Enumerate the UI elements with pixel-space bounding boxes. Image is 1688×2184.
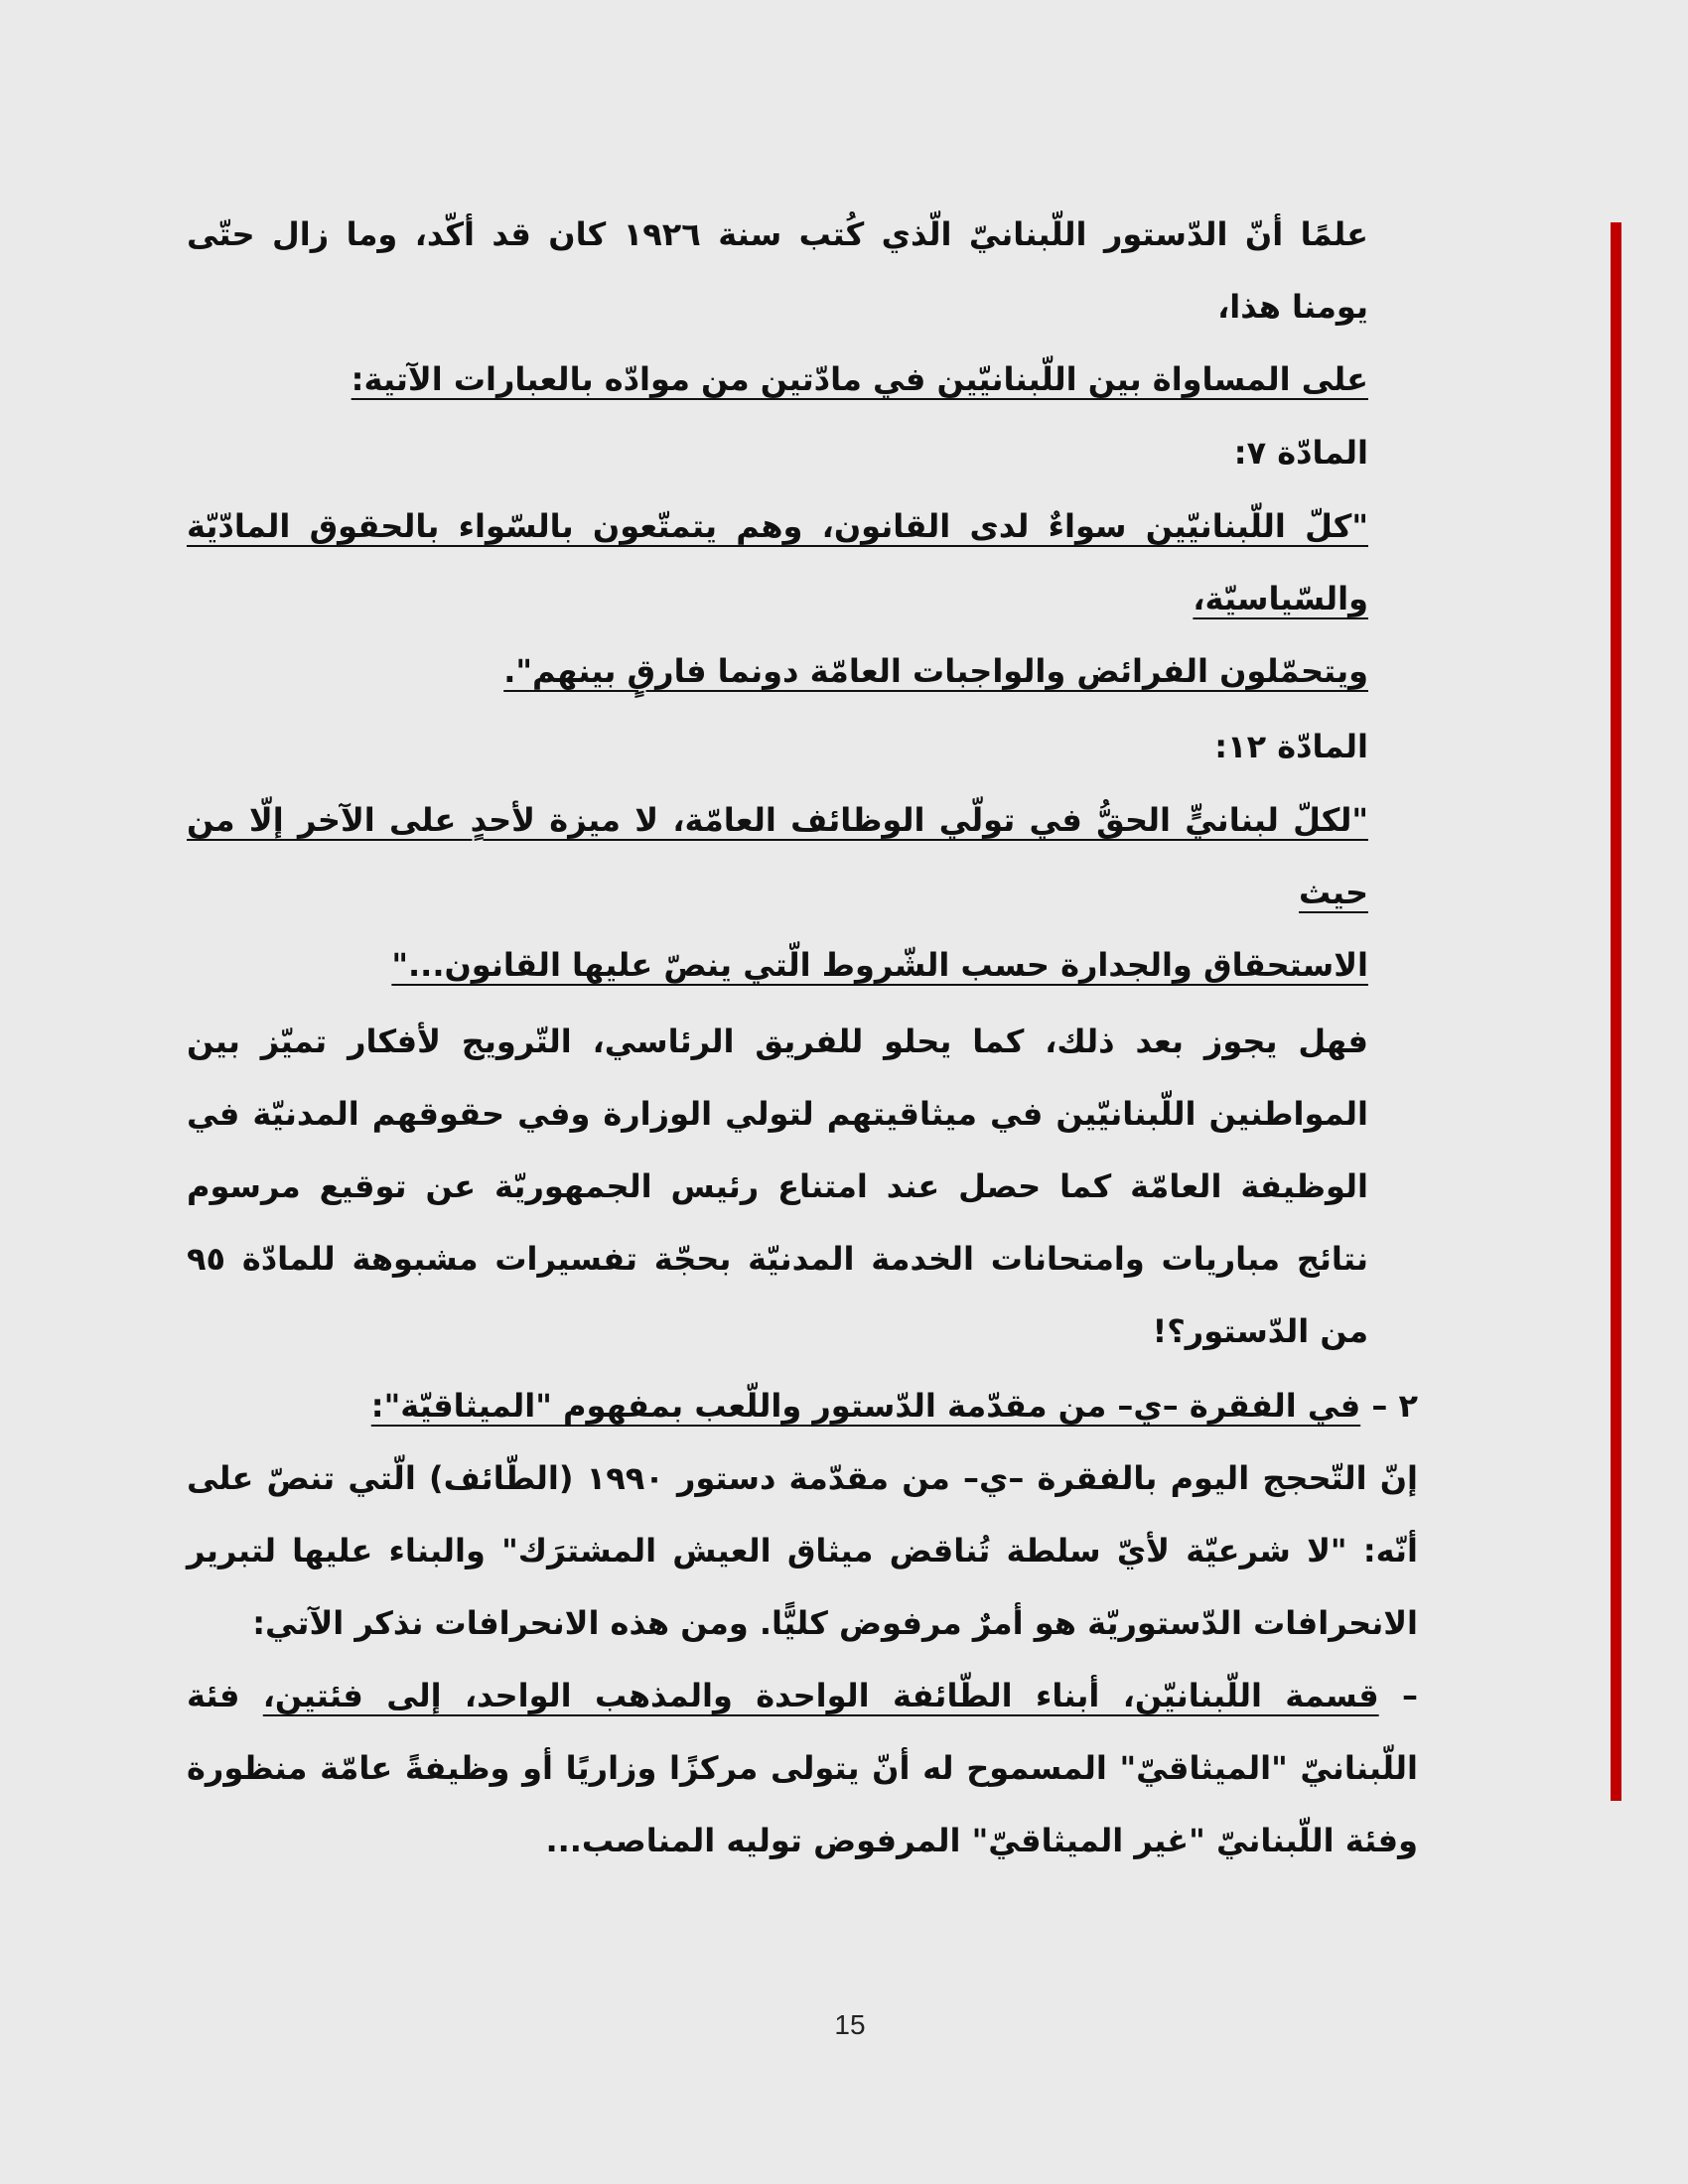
margin-red-rule <box>1611 222 1621 1801</box>
article-7-line-2: ويتحمّلون الفرائض والواجبات العامّة دونما فارقٍ بينهم". <box>503 652 1368 690</box>
bullet-rest-text: فئة اللّبنانيّ "الميثاقيّ" المسموح له أنّ يتولى مركزًا وزاريًا أو وظيفةً عامّة منظورة وفئة اللّبنانيّ "غير الميثاقيّ" المرفوض توليه المناصب... <box>187 1677 1418 1859</box>
article-12-line-2: الاستحقاق والجدارة حسب الشّروط الّتي ينصّ عليها القانون..." <box>391 946 1368 984</box>
bullet-underlined-text: قسمة اللّبنانيّن، أبناء الطّائفة الواحدة والمذهب الواحد، إلى فئتين، <box>262 1677 1379 1714</box>
article-7-title: المادّة ٧: <box>1233 434 1368 472</box>
section-2-heading-text: في الفقرة –ي– من مقدّمة الدّستور واللّعب بمفهوم "الميثاقيّة": <box>370 1387 1361 1425</box>
article-7-line-1: "كلّ اللّبنانيّين سواءٌ لدى القانون، وهم يتمتّعون بالسّواء بالحقوق المادّيّة والسّياسيّة، <box>187 507 1368 617</box>
intro-line-2: على المساواة بين اللّبنانيّين في مادّتين من موادّه بالعبارات الآتية: <box>351 360 1368 398</box>
intro-paragraph <box>187 199 1368 416</box>
article-7-quote <box>187 490 1368 708</box>
intro-line-1: علمًا أنّ الدّستور اللّبنانيّ الّذي كُتب سنة ١٩٢٦ كان قد أكّد، وما زال حتّى يومنا هذا، <box>187 215 1368 326</box>
article-12-line-1: "لكلّ لبنانيٍّ الحقُّ في تولّي الوظائف العامّة، لا ميزة لأحدٍ على الآخر إلّا من حيث <box>187 801 1368 911</box>
bullet-dash: – <box>1402 1677 1418 1714</box>
article-12-title: المادّة ١٢: <box>1214 728 1368 765</box>
page-number: 15 <box>834 2009 866 2040</box>
section-2-body: إنّ التّحجج اليوم بالفقرة –ي– من مقدّمة دستور ١٩٩٠ (الطّائف) الّتي تنصّ على أنّه: "لا شرعيّة لأيّ سلطة تُناقض ميثاق العيش المشترَك" والبناء عليها لتبرير الانحرافات الدّستوريّة هو أمرٌ مرفوض كليًّا. ومن هذه الانحرافات نذكر الآتي: <box>187 1459 1418 1642</box>
section-2-heading <box>187 1370 1418 1442</box>
question-paragraph: فهل يجوز بعد ذلك، كما يحلو للفريق الرئاسي، التّرويج لأفكار تميّز بين المواطنين اللّبنانيّين في ميثاقيتهم لتولي الوزارة وفي حقوقهم المدنيّة في الوظيفة العامّة كما حصل عند امتناع رئيس الجمهوريّة عن توقيع مرسوم نتائج مباريات وامتحانات الخدمة المدنيّة بحجّة تفسيرات مشبوهة للمادّة ٩٥ من الدّستور؟! <box>187 1023 1368 1350</box>
bullet-item <box>187 1660 1418 1877</box>
section-2-number: ٢ – <box>1371 1387 1418 1425</box>
article-12-quote <box>187 784 1368 1002</box>
